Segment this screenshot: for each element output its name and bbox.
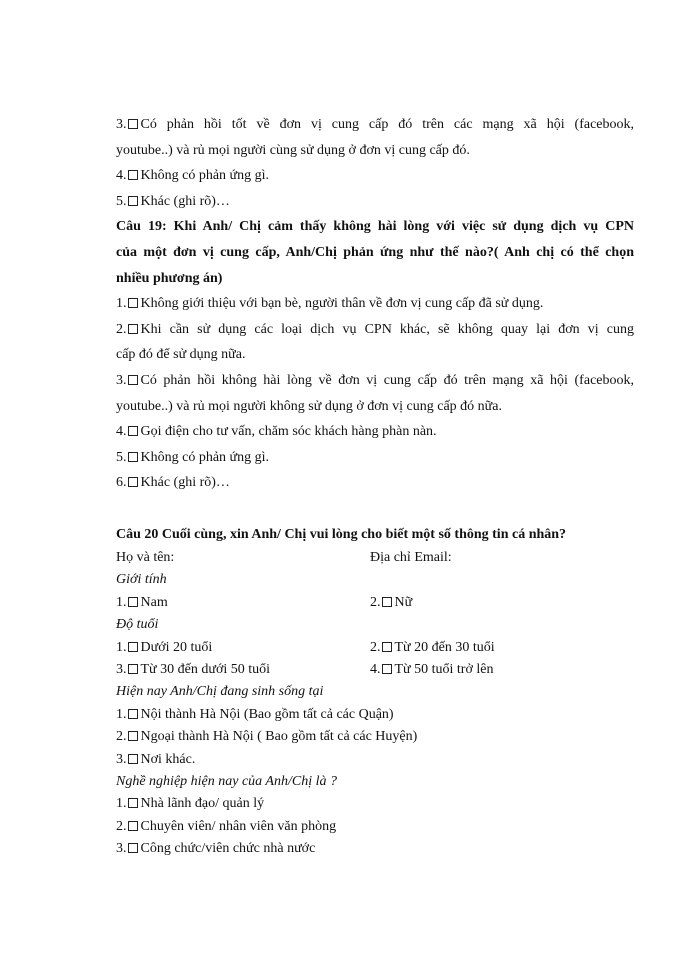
job-option-1: 1. Nhà lãnh đạo/ quản lý bbox=[116, 796, 265, 812]
checkbox-square-icon[interactable] bbox=[382, 642, 392, 652]
age-options-row-1 bbox=[116, 637, 634, 659]
checkbox-square-icon[interactable] bbox=[128, 298, 138, 308]
checkbox-square-icon[interactable] bbox=[128, 170, 138, 180]
checkbox-square-icon[interactable] bbox=[128, 452, 138, 462]
gender-option-2: 2. Nữ bbox=[370, 594, 413, 610]
q19-option-2-line-1: 2. Khi cần sử dụng các loại dịch vụ CPN khác, sẽ không quay lại đơn vị cung bbox=[116, 321, 634, 337]
q19-option-2-line-2: cấp đó để sử dụng nữa. bbox=[116, 347, 246, 363]
q19-option-4: 4. Gọi điện cho tư vấn, chăm sóc khách hàng phàn nàn. bbox=[116, 424, 437, 440]
q19-title-line-2: của một đơn vị cung cấp, Anh/Chị phản ứng như thế nào?( Anh chị có thể chọn bbox=[116, 244, 634, 260]
checkbox-square-icon[interactable] bbox=[128, 754, 138, 764]
checkbox-square-icon[interactable] bbox=[128, 324, 138, 334]
age-label: Độ tuổi bbox=[116, 617, 159, 633]
q19-option-1: 1. Không giới thiệu với bạn bè, người thân về đơn vị cung cấp đã sử dụng. bbox=[116, 296, 544, 312]
checkbox-square-icon[interactable] bbox=[382, 597, 392, 607]
job-label: Nghề nghiệp hiện nay của Anh/Chị là ? bbox=[116, 774, 337, 789]
email-label: Địa chỉ Email: bbox=[370, 550, 452, 566]
q20-title: Câu 20 Cuối cùng, xin Anh/ Chị vui lòng cho biết một số thông tin cá nhân? bbox=[116, 526, 567, 542]
q19-title-line-3: nhiều phương án) bbox=[116, 270, 223, 286]
checkbox-square-icon[interactable] bbox=[128, 196, 138, 206]
residence-option-3: 3. Nơi khác. bbox=[116, 751, 196, 767]
age-option-2: 2. Từ 20 đến 30 tuổi bbox=[370, 639, 495, 655]
age-option-3: 3. Từ 30 đến dưới 50 tuổi bbox=[116, 662, 271, 678]
q18-option-4: 4. Không có phản ứng gì. bbox=[116, 168, 270, 184]
q19-option-5: 5. Không có phản ứng gì. bbox=[116, 449, 270, 465]
name-label: Họ và tên: bbox=[116, 550, 175, 566]
age-options-row-2 bbox=[116, 659, 634, 681]
gender-label: Giới tính bbox=[116, 572, 167, 588]
section-spacer bbox=[116, 496, 634, 522]
checkbox-square-icon[interactable] bbox=[128, 375, 138, 385]
checkbox-square-icon[interactable] bbox=[128, 597, 138, 607]
checkbox-square-icon[interactable] bbox=[128, 843, 138, 853]
gender-options-row bbox=[116, 592, 634, 614]
checkbox-square-icon[interactable] bbox=[128, 821, 138, 831]
checkbox-square-icon[interactable] bbox=[128, 731, 138, 741]
q19-title-line-1: Câu 19: Khi Anh/ Chị cảm thấy không hài lòng với việc sử dụng dịch vụ CPN bbox=[116, 219, 634, 235]
page-content bbox=[116, 112, 634, 861]
q19-option-3-line-2: youtube..) và rủ mọi người không sử dụng ở đơn vị cung cấp đó nữa. bbox=[116, 398, 502, 414]
checkbox-square-icon[interactable] bbox=[128, 664, 138, 674]
q18-option-3-line-2: youtube..) và rủ mọi người cùng sử dụng ở đơn vị cung cấp đó. bbox=[116, 142, 470, 158]
checkbox-square-icon[interactable] bbox=[128, 709, 138, 719]
name-email-row bbox=[116, 547, 634, 569]
q19-option-6: 6. Khác (ghi rõ)… bbox=[116, 475, 230, 491]
checkbox-square-icon[interactable] bbox=[128, 119, 138, 129]
checkbox-square-icon[interactable] bbox=[382, 664, 392, 674]
age-option-1: 1. Dưới 20 tuổi bbox=[116, 639, 213, 655]
residence-option-1: 1. Nội thành Hà Nội (Bao gồm tất cả các Quận) bbox=[116, 706, 394, 722]
checkbox-square-icon[interactable] bbox=[128, 642, 138, 652]
q18-option-5: 5. Khác (ghi rõ)… bbox=[116, 193, 230, 209]
checkbox-square-icon[interactable] bbox=[128, 426, 138, 436]
gender-option-1: 1. Nam bbox=[116, 594, 168, 610]
age-option-4: 4. Từ 50 tuổi trở lên bbox=[370, 662, 494, 678]
job-option-3: 3. Công chức/viên chức nhà nước bbox=[116, 841, 316, 857]
checkbox-square-icon[interactable] bbox=[128, 798, 138, 808]
checkbox-square-icon[interactable] bbox=[128, 477, 138, 487]
q18-option-3-line-1: 3. Có phản hồi tốt về đơn vị cung cấp đó trên các mạng xã hội (facebook, bbox=[116, 117, 634, 132]
residence-label: Hiện nay Anh/Chị đang sinh sống tại bbox=[116, 684, 324, 700]
job-option-2: 2. Chuyên viên/ nhân viên văn phòng bbox=[116, 818, 337, 834]
q19-option-3-line-1: 3. Có phản hồi không hài lòng về đơn vị cung cấp đó trên mạng xã hội (facebook, bbox=[116, 372, 634, 388]
residence-option-2: 2. Ngoại thành Hà Nội ( Bao gồm tất cả các Huyện) bbox=[116, 729, 418, 745]
